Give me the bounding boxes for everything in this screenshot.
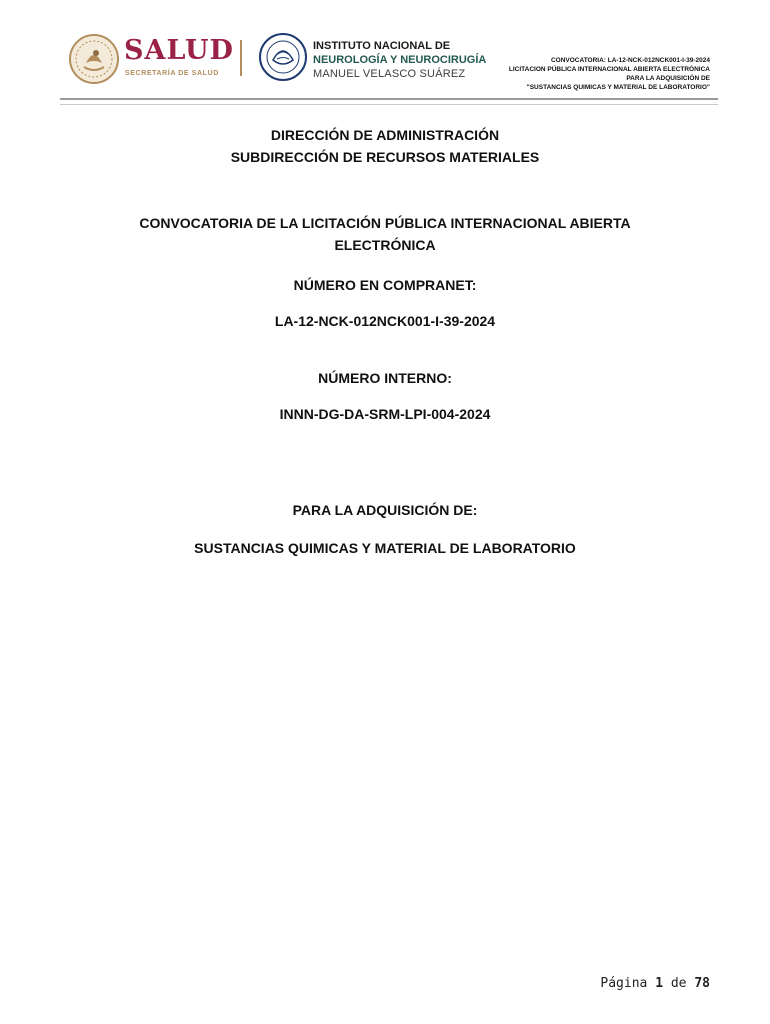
page-number [600, 976, 710, 991]
header-ref-line: "SUSTANCIAS QUIMICAS Y MATERIAL DE LABORATORIO" [526, 84, 710, 91]
department-block [60, 124, 710, 168]
acquisition-label: PARA LA ADQUISICIÓN DE: [292, 502, 478, 518]
page-word: Página [600, 976, 648, 991]
convocatoria-line: ELECTRÓNICA [334, 237, 436, 253]
header-ref-line: CONVOCATORIA: LA-12-NCK-012NCK001-I-39-2024 [550, 57, 710, 64]
header-rule [60, 98, 718, 105]
of-word: de [670, 976, 687, 991]
compranet-label: NÚMERO EN COMPRANET: [293, 277, 477, 293]
acquisition-subject: SUSTANCIAS QUIMICAS Y MATERIAL DE LABORATORIO [194, 540, 576, 556]
salud-logo [68, 33, 238, 89]
innn-seal-icon [258, 32, 308, 82]
direction-title: DIRECCIÓN DE ADMINISTRACIÓN [270, 127, 500, 143]
internal-number-label: NÚMERO INTERNO: [318, 370, 452, 386]
institute-name-line1: INSTITUTO NACIONAL DE [313, 40, 451, 52]
logo-divider [240, 40, 242, 76]
compranet-number: LA-12-NCK-012NCK001-I-39-2024 [274, 313, 496, 329]
header-reference [410, 56, 710, 92]
institute-name-line3: MANUEL VELASCO SUÁREZ [313, 68, 466, 80]
convocatoria-line: CONVOCATORIA DE LA LICITACIÓN PÚBLICA INTERNACIONAL ABIERTA [139, 215, 631, 231]
total-pages: 78 [694, 976, 710, 991]
page-header [0, 0, 770, 110]
internal-number: INNN-DG-DA-SRM-LPI-004-2024 [279, 406, 491, 422]
salud-wordmark: SALUD [124, 35, 234, 66]
header-ref-line: PARA LA ADQUISICIÓN DE [626, 75, 710, 82]
current-page: 1 [655, 976, 664, 991]
mexico-coat-of-arms-icon [68, 33, 120, 85]
subdirection-title: SUBDIRECCIÓN DE RECURSOS MATERIALES [230, 149, 540, 165]
convocatoria-title [60, 212, 710, 256]
institute-name-line2: NEUROLOGÍA Y NEUROCIRUGÍA [313, 54, 487, 66]
salud-subtitle: SECRETARÍA DE SALUD [125, 70, 219, 77]
header-ref-line: LICITACION PÚBLICA INTERNACIONAL ABIERTA ELECTRÓNICA [508, 66, 710, 73]
